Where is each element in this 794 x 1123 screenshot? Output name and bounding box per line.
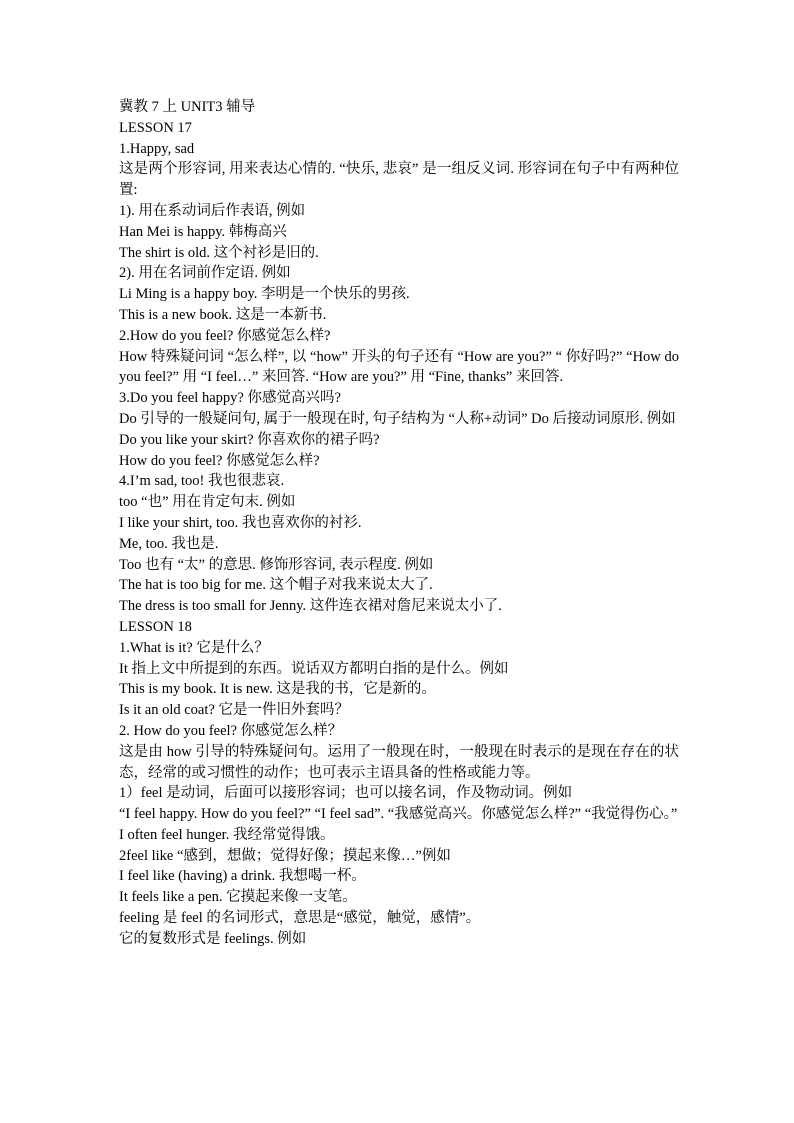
lesson18-item2-line3: 它的复数形式是 feelings. 例如 (119, 930, 307, 947)
lesson18-item2-example3: It feels like a pen. 它摸起来像一支笔。 (119, 889, 357, 906)
lesson17-item1-example2: The shirt is old. 这个衬衫是旧的. (119, 244, 319, 261)
lesson18-item2-example2: I feel like (having) a drink. 我想喝一杯。 (119, 868, 366, 885)
lesson18-item1-example1: This is my book. It is new. 这是我的书，它是新的。 (119, 681, 436, 698)
lesson18-item2-line2: feeling 是 feel 的名词形式，意思是“感觉，触觉，感情”。 (119, 910, 481, 927)
lesson18-item2-title: 2. How do you feel? 你感觉怎么样？ (119, 722, 343, 739)
lesson17-item3-example2: How do you feel? 你感觉怎么样? (119, 452, 320, 469)
lesson18-item1-line1: It 指上文中所提到的东西。说话双方都明白指的是什么。例如 (119, 660, 509, 677)
lesson17-item2-paragraph: How 特殊疑问词 “怎么样”, 以 “how” 开头的句子还有 “How are you?” “ 你好吗?” “How do you feel?” 用 “I feel…” 来回答. “How are you?” 用 “Fine, thanks” 来回答. (119, 348, 679, 386)
lesson17-item1-sub1: 1). 用在系动词后作表语, 例如 (119, 202, 306, 219)
lesson17-item1-title: 1.Happy, sad (119, 140, 195, 157)
lesson18-item2-paragraph2: “I feel happy. How do you feel?” “I feel sad”. “我感觉高兴。你感觉怎么样?” “我觉得伤心。” (119, 806, 678, 823)
lesson17-item4-line1: too “也” 用在肯定句末. 例如 (119, 494, 296, 511)
lesson17-item3-title: 3.Do you feel happy? 你感觉高兴吗? (119, 390, 341, 407)
lesson17-item3-paragraph: Do 引导的一般疑问句, 属于一般现在时, 句子结构为 “人称+动词” Do 后接动词原形. 例如 (119, 410, 676, 427)
lesson18-heading: LESSON 18 (119, 618, 192, 635)
lesson17-heading: LESSON 17 (119, 119, 192, 136)
lesson18-item2-sub2: 2feel like “感到，想做；觉得好像；摸起来像…”例如 (119, 847, 451, 864)
lesson17-item1-sub2: 2). 用在名词前作定语. 例如 (119, 265, 291, 282)
lesson17-item1-example1: Han Mei is happy. 韩梅高兴 (119, 223, 287, 240)
lesson17-item1-paragraph: 这是两个形容词, 用来表达心情的. “快乐, 悲哀” 是一组反义词. 形容词在句子中有两种位置: (119, 161, 679, 199)
lesson17-item2-title: 2.How do you feel? 你感觉怎么样? (119, 327, 331, 344)
lesson18-item2-paragraph: 这是由 how 引导的特殊疑问句。运用了一般现在时，一般现在时表示的是现在存在的状态，经常的或习惯性的动作；也可表示主语具备的性格或能力等。 (119, 743, 679, 781)
lesson17-item4-example1: I like your shirt, too. 我也喜欢你的衬衫. (119, 514, 362, 531)
document-page (119, 97, 679, 950)
lesson17-item4-example3: The hat is too big for me. 这个帽子对我来说太大了. (119, 577, 433, 594)
lesson18-item1-title: 1.What is it? 它是什么？ (119, 639, 269, 656)
lesson17-item3-example1: Do you like your skirt? 你喜欢你的裙子吗? (119, 431, 380, 448)
lesson17-item4-example2: Me, too. 我也是. (119, 535, 219, 552)
lesson17-item1-example4: This is a new book. 这是一本新书. (119, 306, 327, 323)
lesson18-item1-example2: Is it an old coat? 它是一件旧外套吗？ (119, 702, 349, 719)
lesson18-item2-example1: I often feel hunger. 我经常觉得饿。 (119, 826, 335, 843)
document-title: 冀教 7 上 UNIT3 辅导 (119, 99, 256, 115)
lesson17-item4-title: 4.I’m sad, too! 我也很悲哀. (119, 473, 285, 490)
lesson18-item2-sub1: 1）feel 是动词，后面可以接形容词；也可以接名词，作及物动词。例如 (119, 785, 573, 802)
lesson17-item4-line2: Too 也有 “太” 的意思. 修饰形容词, 表示程度. 例如 (119, 556, 434, 573)
lesson17-item4-example4: The dress is too small for Jenny. 这件连衣裙对詹尼来说太小了. (119, 598, 502, 615)
lesson17-item1-example3: Li Ming is a happy boy. 李明是一个快乐的男孩. (119, 286, 410, 303)
